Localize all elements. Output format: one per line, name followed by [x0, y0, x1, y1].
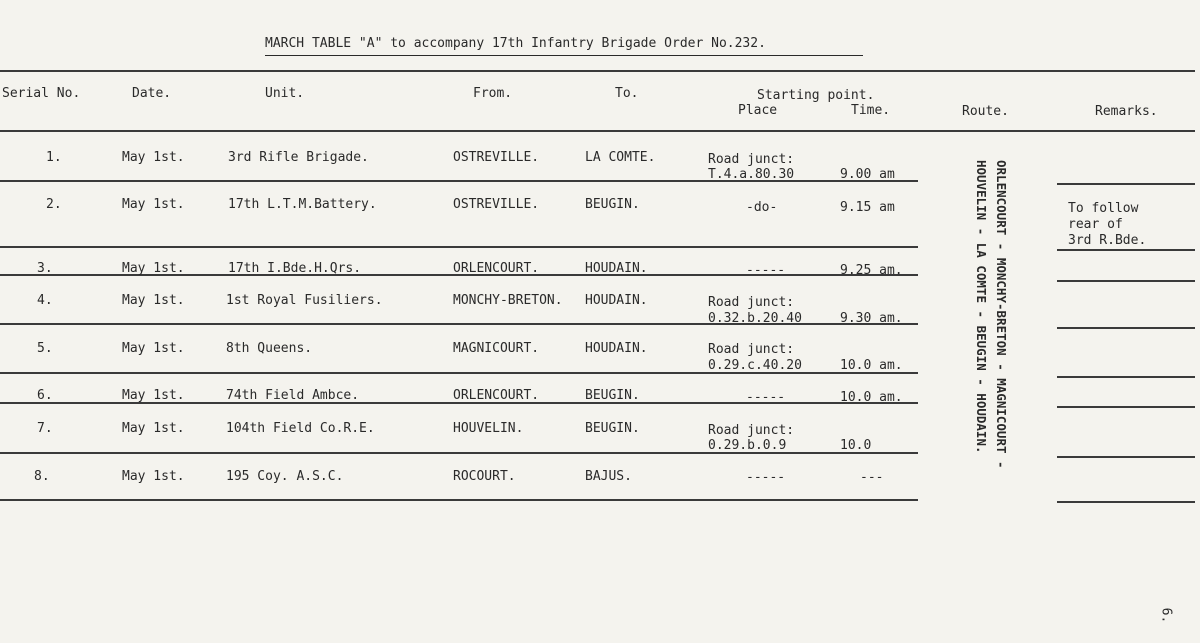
cell-from: OSTREVILLE.	[453, 150, 540, 165]
cell-to: BEUGIN.	[585, 388, 640, 403]
header-place: Place	[738, 103, 778, 118]
remark-text: To follow rear of 3rd R.Bde.	[1068, 201, 1147, 248]
cell-from: ORLENCOURT.	[453, 388, 540, 403]
cell-unit: 17th L.T.M.Battery.	[228, 197, 377, 212]
cell-date: May 1st.	[122, 341, 185, 356]
cell-to: HOUDAIN.	[585, 293, 648, 308]
cell-time: 9.30 am.	[840, 311, 903, 326]
cell-date: May 1st.	[122, 197, 185, 212]
header-remarks: Remarks.	[1095, 104, 1158, 119]
header-time: Time.	[851, 103, 891, 118]
cell-time: 9.25 am.	[840, 263, 903, 278]
header-date: Date.	[132, 86, 172, 101]
cell-to: LA COMTE.	[585, 150, 656, 165]
cell-serial: 6.	[37, 388, 53, 403]
cell-unit: 195 Coy. A.S.C.	[226, 469, 344, 484]
cell-to: BEUGIN.	[585, 197, 640, 212]
page-number: 6.	[1158, 607, 1174, 624]
cell-from: ORLENCOURT.	[453, 261, 540, 276]
cell-serial: 3.	[37, 261, 53, 276]
cell-to: HOUDAIN.	[585, 341, 648, 356]
cell-place: -----	[746, 470, 786, 485]
cell-serial: 5.	[37, 341, 53, 356]
cell-place: -do-	[746, 200, 778, 215]
cell-date: May 1st.	[122, 388, 185, 403]
cell-unit: 8th Queens.	[226, 341, 313, 356]
header-to: To.	[615, 86, 639, 101]
cell-unit: 74th Field Ambce.	[226, 388, 360, 403]
cell-place: Road junct:	[708, 152, 795, 167]
cell-time: 9.00 am	[840, 167, 895, 182]
cell-unit: 104th Field Co.R.E.	[226, 421, 375, 436]
cell-place: -----	[746, 263, 786, 278]
cell-date: May 1st.	[122, 469, 185, 484]
cell-date: May 1st.	[122, 150, 185, 165]
cell-time: 10.0	[840, 438, 872, 453]
cell-date: May 1st.	[122, 293, 185, 308]
cell-time: ---	[860, 470, 884, 485]
cell-time: 9.15 am	[840, 200, 895, 215]
cell-serial: 4.	[37, 293, 53, 308]
cell-place: Road junct:	[708, 342, 795, 357]
header-unit: Unit.	[265, 86, 305, 101]
remarks-rule	[1057, 376, 1195, 378]
remarks-rule	[1057, 327, 1195, 329]
cell-place: Road junct:	[708, 423, 795, 438]
remarks-rule	[1057, 501, 1195, 503]
remarks-rule	[1057, 280, 1195, 282]
cell-to: BEUGIN.	[585, 421, 640, 436]
route-line-1: ORLENCOURT - MONCHY-BRETON - MAGNICOURT -	[994, 160, 1009, 469]
row-rule	[0, 246, 918, 248]
row-rule	[0, 499, 918, 501]
route-column	[955, 160, 1011, 560]
route-text	[971, 160, 1011, 560]
header-serial: Serial No.	[2, 86, 81, 101]
remarks-rule	[1057, 249, 1195, 251]
cell-place: -----	[746, 390, 786, 405]
cell-from: OSTREVILLE.	[453, 197, 540, 212]
cell-time: 10.0 am.	[840, 390, 903, 405]
cell-place-ref: 0.32.b.20.40	[708, 311, 802, 326]
cell-serial: 8.	[34, 469, 50, 484]
cell-time: 10.0 am.	[840, 358, 903, 373]
cell-place-ref: 0.29.c.40.20	[708, 358, 802, 373]
cell-unit: 3rd Rifle Brigade.	[228, 150, 369, 165]
header-starting-point: Starting point.	[757, 88, 875, 103]
cell-place-ref: 0.29.b.0.9	[708, 438, 787, 453]
header-from: From.	[473, 86, 513, 101]
cell-place: Road junct:	[708, 295, 795, 310]
cell-from: MONCHY-BRETON.	[453, 293, 563, 308]
cell-from: MAGNICOURT.	[453, 341, 540, 356]
remarks-rule	[1057, 183, 1195, 185]
route-line-2: HOUVELIN - LA COMTE - BEUGIN - HOUDAIN.	[974, 160, 989, 454]
cell-serial: 2.	[46, 197, 62, 212]
cell-from: HOUVELIN.	[453, 421, 524, 436]
cell-serial: 7.	[37, 421, 53, 436]
cell-serial: 1.	[46, 150, 62, 165]
header-bottom-rule	[0, 130, 1195, 132]
cell-from: ROCOURT.	[453, 469, 516, 484]
cell-place-ref: T.4.a.80.30	[708, 167, 795, 182]
title-underline	[265, 55, 863, 56]
document-title: MARCH TABLE "A" to accompany 17th Infantry Brigade Order No.232.	[265, 36, 766, 51]
cell-to: HOUDAIN.	[585, 261, 648, 276]
cell-date: May 1st.	[122, 261, 185, 276]
cell-unit: 1st Royal Fusiliers.	[226, 293, 383, 308]
cell-unit: 17th I.Bde.H.Qrs.	[228, 261, 362, 276]
cell-date: May 1st.	[122, 421, 185, 436]
header-top-rule	[0, 70, 1195, 72]
header-route: Route.	[962, 104, 1009, 119]
remarks-rule	[1057, 406, 1195, 408]
cell-to: BAJUS.	[585, 469, 632, 484]
remarks-rule	[1057, 456, 1195, 458]
